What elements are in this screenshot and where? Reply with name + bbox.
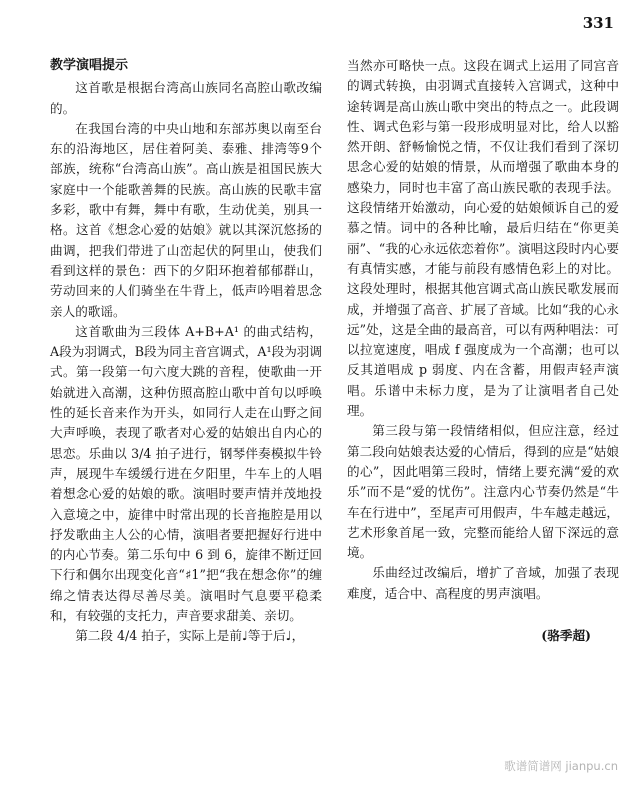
background-paragraph: 在我国台湾的中央山地和东部苏奥以南至台东的沿海地区，居住着阿美、泰雅、排湾等9个部族，统称“台湾高山族”。高山族是祖国民族大家庭中一个能歌善舞的民族。高山族的民歌丰富多彩，歌中有舞，舞中有歌，生动优美，别具一格。这首《想念心爱的姑娘》就以其深沉悠扬的曲调，把我们带进了山峦起伏的阿里山，使我们看到这样的景色：西下的夕阳环抱着郁郁群山，劳动回来的人们骑坐在牛背上，低声吟唱着思念亲人的歌谣。 bbox=[50, 120, 322, 319]
page-number: 331 bbox=[582, 14, 614, 32]
right-column bbox=[347, 56, 619, 646]
closing-paragraph: 乐曲经过改编后，增扩了音域，加强了表现难度，适合中、高程度的男声演唱。 bbox=[347, 565, 619, 601]
author-signature: (骆季超) bbox=[541, 628, 591, 644]
left-column bbox=[50, 56, 322, 647]
second-section-paragraph: 第二段 4/4 拍子，实际上是前♩等于后♩， bbox=[75, 628, 305, 644]
site-watermark: 歌谱简谱网 jianpu.cn bbox=[504, 759, 618, 773]
third-section-paragraph: 第三段与第一段情绪相似，但应注意，经过第二段向姑娘表达爱的心情后，得到的应是“姑娘的心”，因此唱第三段时，情绪上要充满“爱的欢乐”而不是“爱的忧伤”。注意内心节奏仍然是“牛车在行进中”，至尾声可用假声，牛车越走越远，艺术形象首尾一致，完整而能给人留下深远的意境。 bbox=[347, 423, 619, 561]
structure-paragraph: 这首歌曲为三段体 A+B+A¹ 的曲式结构，A段为羽调式，B段为同主音宫调式，A¹段为羽调式。第一段第一句六度大跳的音程，使歌曲一开始就进入高潮，这种仿照高腔山歌中首句以呼唤性的延长音来作为开头，如同行人走在山野之间大声呼唤，表现了歌者对心爱的姑娘出自内心的思恋。乐曲以 3/4 拍子进行，钢琴伴奏模拟牛铃声，展现牛车缓缓行进在夕阳里，牛车上的人唱着想念心爱的姑娘的歌。演唱时要声情并茂地投入意境之中，旋律中时常出现的长音拖腔是用以抒发歌曲主人公的心情，演唱者要把握好行进中的内心节奏。第二乐句中 6 到 6，旋律不断迂回下行和偶尔出现变化音“♯1”把“我在想念你”的缠绵之情表达得尽善尽美。演唱时气息要平稳柔和，有较强的支托力，声音要求甜美、亲切。 bbox=[50, 323, 322, 624]
intro-paragraph: 这首歌是根据台湾高山族同名高腔山歌改编的。 bbox=[50, 80, 322, 116]
continued-paragraph: 当然亦可略快一点。这段在调式上运用了同宫音的调式转换，由羽调式直接转入宫调式，这种中途转调是高山族山歌中突出的特点之一。此段调性、调式色彩与第一段形成明显对比，给人以豁然开朗、舒畅愉悦之情，不仅让我们看到了深切思念心爱的姑娘的情景，从而增强了歌曲本身的感染力，同时也丰富了高山族民歌的表现手法。这段情绪开始激动，向心爱的姑娘倾诉自己的爱慕之情。词中的各种比喻，最后归结在“你更美丽”、“我的心永远依恋着你”。演唱这段时内心要有真情实感，才能与前段有感情色彩上的对比。这段处理时，根据其他宫调式高山族民歌发展而成，并增强了高音、扩展了音域。比如“我的心永远”处，这是全曲的最高音，可以有两种唱法：可以拉宽速度，唱成 f 强度成为一个高潮；也可以反其道唱成 p 弱度、内在含蓄，用假声轻声演唱。乐谱中未标力度，是为了让演唱者自己处理。 bbox=[347, 58, 619, 419]
section-heading: 教学演唱提示 bbox=[50, 58, 129, 73]
